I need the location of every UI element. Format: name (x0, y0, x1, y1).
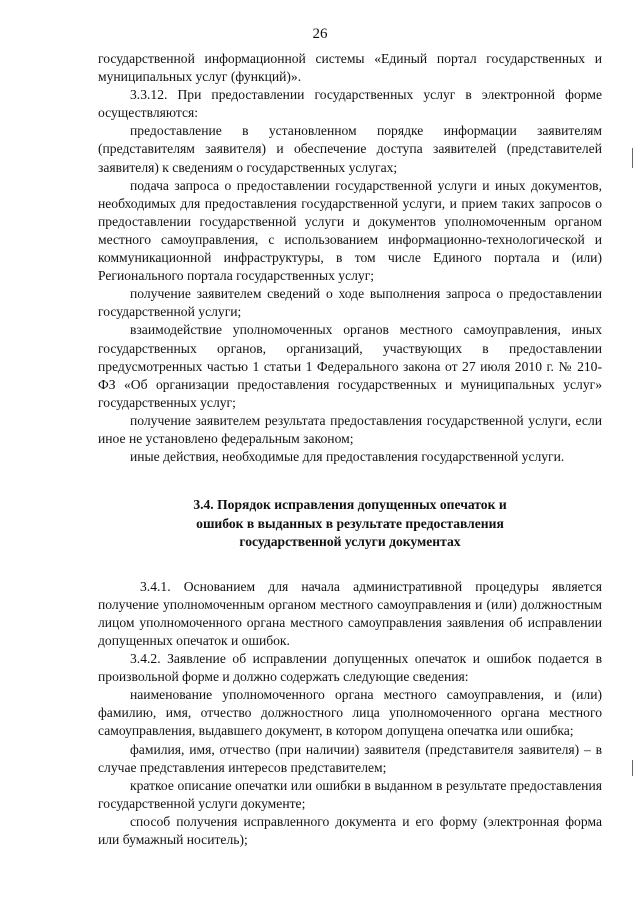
paragraph: 3.4.2. Заявление об исправлении допущенных опечаток и ошибок подается в произвольной форме и должно содержать следующие сведения: (98, 651, 602, 685)
paragraph: иные действия, необходимые для предоставления государственной услуги. (130, 449, 565, 465)
scan-margin-mark (632, 148, 633, 168)
document-body (98, 50, 602, 849)
paragraph: предоставление в установленном порядке информации заявителям (представителям заявителя) и обеспечение доступа заявителей (представителей заявителя) к сведениям о государственных услугах; (98, 123, 602, 175)
section-heading-line: 3.4. Порядок исправления допущенных опечаток и (193, 497, 507, 513)
paragraph: получение заявителем результата предоставления государственной услуги, если иное не установлено федеральным законом; (98, 412, 602, 446)
paragraph: наименование уполномоченного органа местного самоуправления, и (или) фамилию, имя, отчество должностного лица уполномоченного органа местного самоуправления, выдавшего документ, в котором допущена опечатка или ошибка; (98, 687, 602, 739)
section-heading (98, 496, 602, 552)
section-heading-line: государственной услуги документах (239, 534, 461, 550)
paragraph: получение заявителем сведений о ходе выполнения запроса о предоставлении государственной услуги; (98, 286, 602, 320)
paragraph: краткое описание опечатки или ошибки в выданном в результате предоставления государственной услуги документе; (98, 777, 602, 811)
paragraph: взаимодействие уполномоченных органов местного самоуправления, иных государственных органов, организаций, участвующих в предоставлении предусмотренных частью 1 статьи 1 Федерального закона от 27 июля 2010 г. № 210-ФЗ «Об организации предоставления государственных и муниципальных услуг» государственных услуг; (98, 322, 602, 410)
paragraph: государственной информационной системы «Единый портал государственных и муниципальных услуг (функций)». (98, 51, 602, 85)
paragraph: способ получения исправленного документа и его форму (электронная форма или бумажный носитель); (98, 813, 602, 847)
paragraph: 3.3.12. При предоставлении государственных услуг в электронной форме осуществляются: (98, 87, 602, 121)
paragraph: 3.4.1. Основанием для начала административной процедуры является получение уполномоченным органом местного самоуправления и (или) должностным лицом уполномоченного органа местного самоуправления заявления об исправлении допущенных опечаток и ошибок. (98, 578, 602, 648)
scan-margin-mark (632, 760, 633, 776)
section-heading-line: ошибок в выданных в результате предоставления (196, 515, 504, 531)
paragraph: фамилия, имя, отчество (при наличии) заявителя (представителя заявителя) – в случае представления интересов представителем; (98, 741, 602, 775)
page-number: 26 (312, 26, 328, 42)
paragraph: подача запроса о предоставлении государственной услуги и иных документов, необходимых для предоставления государственной услуги, и прием таких запросов о предоставлении государственной услуги и документов уполномоченным органом местного самоуправления, с использованием информационно-технологической и коммуникационной инфраструктуры, в том числе Единого портала и (или) Регионального портала государственных услуг; (98, 177, 602, 284)
